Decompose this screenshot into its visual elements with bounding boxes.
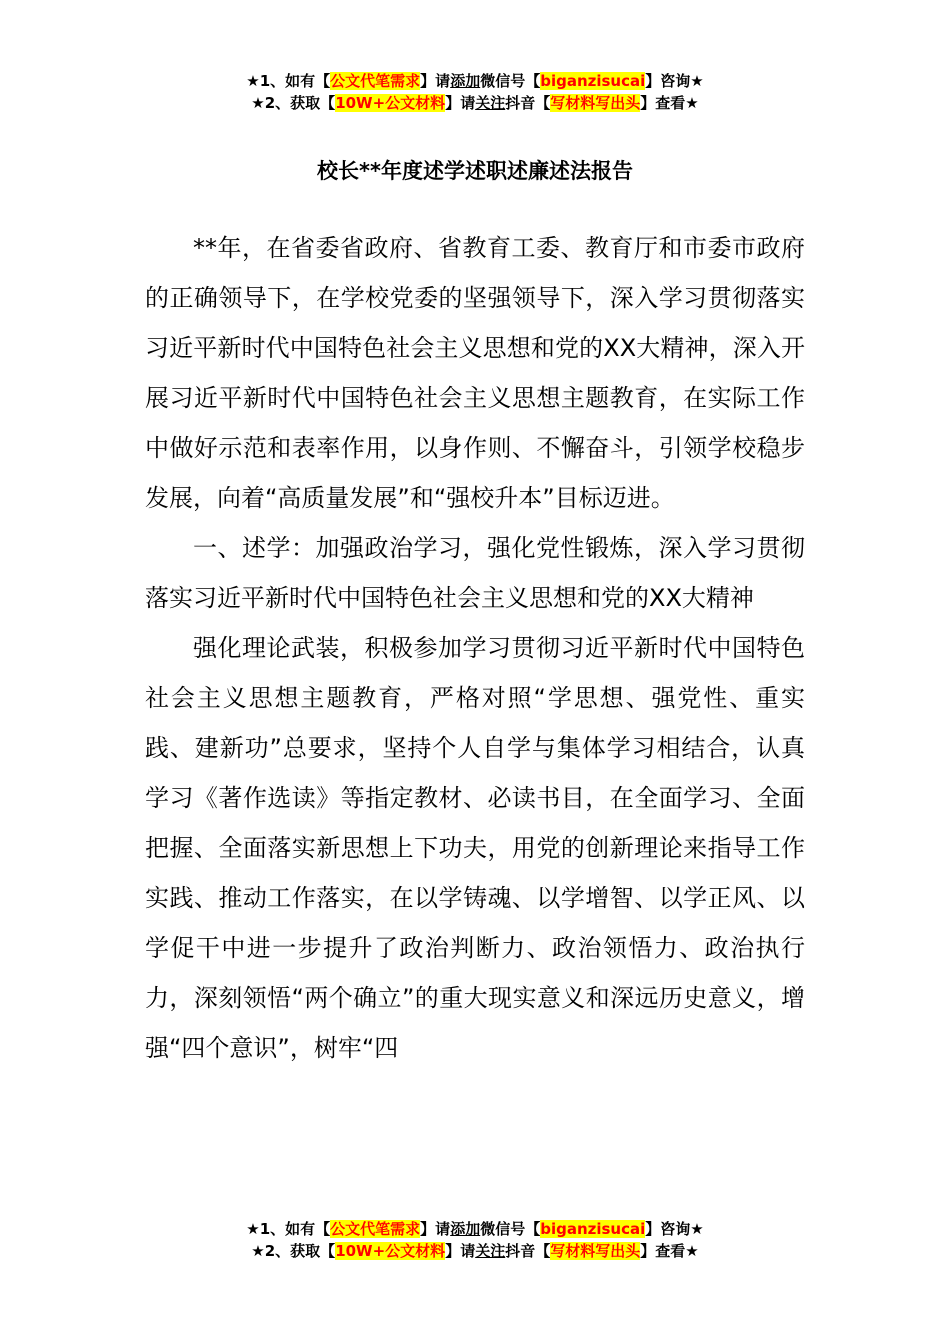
promo-highlight: 写材料写出头 <box>550 1242 641 1260</box>
promo-text: 】请 <box>420 72 451 90</box>
promo-text: 】咨询★ <box>645 72 704 90</box>
promo-highlight: biganzisucai <box>540 1220 646 1238</box>
promo-text: 】查看★ <box>640 1242 699 1260</box>
promo-text: 】请 <box>445 1242 476 1260</box>
promo-highlight: 10W+公文材料 <box>335 1242 446 1260</box>
promo-text: ★1、如有【 <box>246 1220 331 1238</box>
promo-text: ★2、获取【 <box>251 94 336 112</box>
paragraph: **年，在省委省政府、省教育工委、教育厅和市委市政府的正确领导下，在学校党委的坚强领导下，深入学习贯彻落实习近平新时代中国特色社会主义思想和党的XX大精神，深入开展习近平新时代中国特色社会主义思想主题教育，在实际工作中做好示范和表率作用，以身作则、不懈奋斗，引领学校稳步发展，向着“高质量发展”和“强校升本”目标迈进。 <box>145 234 805 512</box>
document-body <box>145 223 805 1073</box>
promo-text: 抖音【 <box>505 1242 551 1260</box>
promo-highlight: 写材料写出头 <box>550 94 641 112</box>
promo-banner-top <box>0 70 950 114</box>
promo-line-1 <box>0 1218 950 1240</box>
promo-underlined: 添加 <box>450 1220 481 1238</box>
promo-text: 】查看★ <box>640 94 699 112</box>
promo-highlight: 公文代笔需求 <box>330 72 421 90</box>
promo-line-2 <box>0 1240 950 1262</box>
promo-text: ★1、如有【 <box>246 72 331 90</box>
promo-text: 微信号【 <box>480 1220 541 1238</box>
promo-underlined: 关注 <box>475 94 506 112</box>
paragraph: 强化理论武装，积极参加学习贯彻习近平新时代中国特色社会主义思想主题教育，严格对照“学思想、强党性、重实践、建新功”总要求，坚持个人自学与集体学习相结合，认真学习《著作选读》等指定教材、必读书目，在全面学习、全面把握、全面落实新思想上下功夫，用党的创新理论来指导工作实践、推动工作落实，在以学铸魂、以学增智、以学正风、以学促干中进一步提升了政治判断力、政治领悟力、政治执行力，深刻领悟“两个确立”的重大现实意义和深远历史意义，增强“四个意识”，树牢“四 <box>145 634 805 1062</box>
promo-underlined: 关注 <box>475 1242 506 1260</box>
promo-text: 微信号【 <box>480 72 541 90</box>
promo-highlight: biganzisucai <box>540 72 646 90</box>
document-title: 校长**年度述学述职述廉述法报告 <box>317 159 633 183</box>
promo-text: 抖音【 <box>505 94 551 112</box>
promo-text: 】请 <box>445 94 476 112</box>
promo-text: 】咨询★ <box>645 1220 704 1238</box>
promo-line-1 <box>0 70 950 92</box>
promo-highlight: 10W+公文材料 <box>335 94 446 112</box>
promo-text: 】请 <box>420 1220 451 1238</box>
promo-underlined: 添加 <box>450 72 481 90</box>
promo-highlight: 公文代笔需求 <box>330 1220 421 1238</box>
paragraph: 一、述学：加强政治学习，强化党性锻炼，深入学习贯彻落实习近平新时代中国特色社会主义思想和党的XX大精神 <box>145 534 805 612</box>
promo-banner-bottom <box>0 1218 950 1262</box>
promo-text: ★2、获取【 <box>251 1242 336 1260</box>
promo-line-2 <box>0 92 950 114</box>
